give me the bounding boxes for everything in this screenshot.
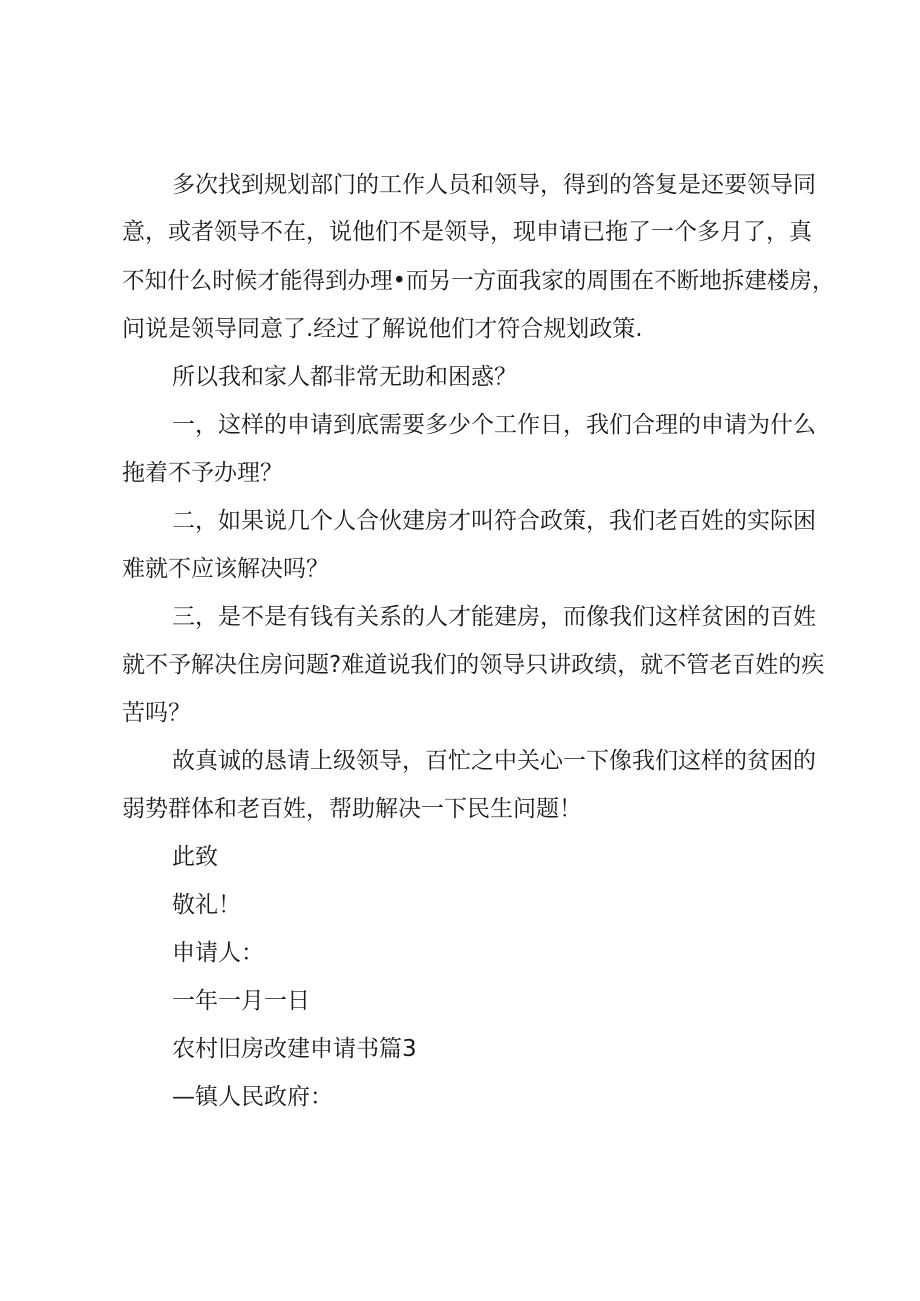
closing-salutation: 此致 [172, 844, 218, 870]
text-line: 二，如果说几个人合伙建房才叫符合政策，我们老百姓的实际困 [172, 508, 816, 534]
addressee-line: —镇人民政府： [172, 1084, 333, 1110]
text-line: 故真诚的恳请上级领导，百忙之中关心一下像我们这样的贫困的 [172, 748, 816, 774]
section-heading: 农村旧房改建申请书篇3 [172, 1036, 417, 1062]
text-line: 一，这样的申请到底需要多少个工作日，我们合理的申请为什么 [172, 412, 816, 438]
text-line: 问说是领导同意了.经过了解说他们才符合规划政策. [122, 316, 643, 342]
text-line: 不知什么时候才能得到办理•而另一方面我家的周围在不断地拆建楼房， [122, 268, 835, 294]
text-line: 三，是不是有钱有关系的人才能建房，而像我们这样贫困的百姓 [172, 604, 816, 630]
text-line: 多次找到规划部门的工作人员和领导，得到的答复是还要领导同 [172, 172, 816, 198]
date-line: 一年一月一日 [172, 988, 310, 1014]
text-line: 就不予解决住房问题?难道说我们的领导只讲政绩，就不管老百姓的疾 [122, 652, 825, 678]
text-line: 拖着不予办理？ [122, 460, 283, 486]
text-line: 所以我和家人都非常无助和困惑？ [172, 364, 517, 390]
closing-regards: 敬礼！ [172, 892, 241, 918]
text-line: 意，或者领导不在，说他们不是领导，现申请已拖了一个多月了，真 [122, 219, 812, 245]
text-line: 难就不应该解决吗？ [122, 556, 329, 582]
applicant-label: 申请人： [172, 940, 264, 966]
text-line: 弱势群体和老百姓，帮助解决一下民生问题！ [122, 796, 582, 822]
text-line: 苦吗？ [122, 700, 191, 726]
